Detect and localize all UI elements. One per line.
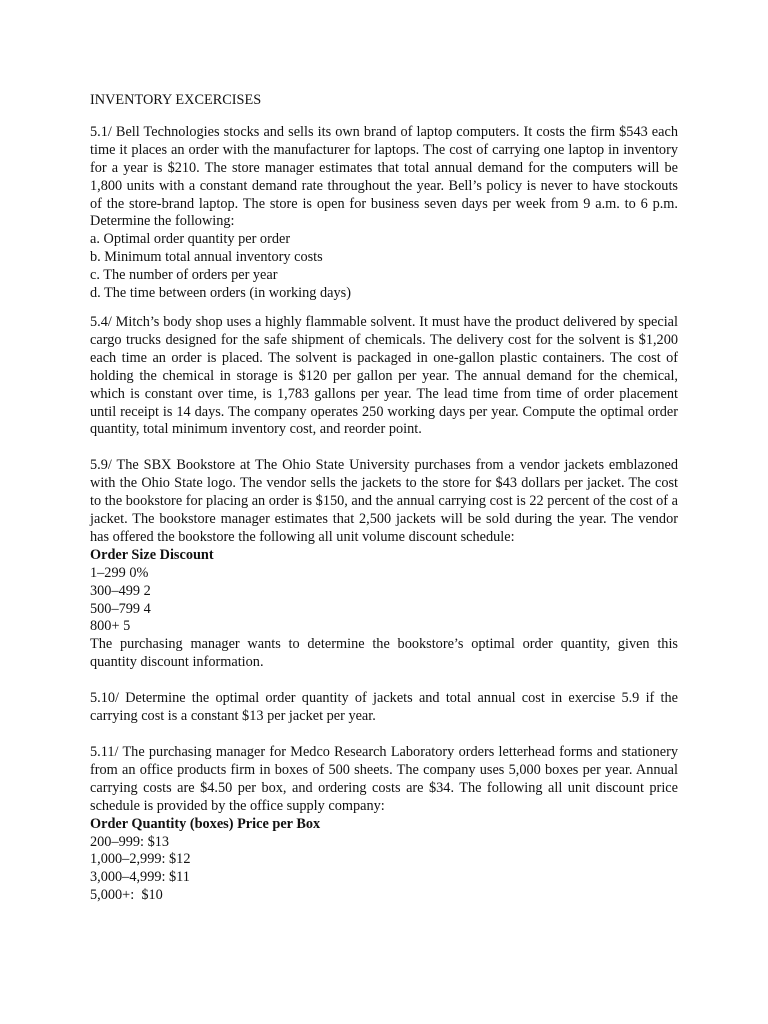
exercise-5-10 xyxy=(90,690,678,726)
list-item: b. Minimum total annual inventory costs xyxy=(90,249,323,266)
table-row: 1,000–2,999: $12 xyxy=(90,851,191,868)
table-header: Order Quantity (boxes) Price per Box xyxy=(90,815,321,832)
exercise-5-4 xyxy=(90,314,678,439)
table-row: 800+ 5 xyxy=(90,618,131,635)
exercise-paragraph: 5.1/ Bell Technologies stocks and sells its own brand of laptop computers. It costs the firm $543 each time it places an order with the manufacturer for laptops. The cost of carrying one laptop in inventory for a year is $210. The store manager estimates that total annual demand for the computers will be 1,800 units with a constant demand rate throughout the year. Bell’s policy is never to have stockouts of the store-brand laptop. The store is open for business seven days per week from 9 a.m. to 6 p.m. Determine the following: xyxy=(90,123,678,230)
exercise-5-9 xyxy=(90,457,678,672)
exercise-paragraph: 5.9/ The SBX Bookstore at The Ohio State University purchases from a vendor jackets emblazoned with the Ohio State logo. The vendor sells the jackets to the store for $43 dollars per jacket. The cost to the bookstore for placing an order is $150, and the annual carrying cost is 22 percent of the cost of a jacket. The bookstore manager estimates that 2,500 jackets will be sold during the year. The vendor has offered the bookstore the following all unit volume discount schedule: xyxy=(90,457,678,545)
table-header: Order Size Discount xyxy=(90,546,214,563)
table-row: 5,000+: $10 xyxy=(90,887,163,904)
exercise-paragraph: 5.11/ The purchasing manager for Medco Research Laboratory orders letterhead forms and stationery from an office products firm in boxes of 500 sheets. The company uses 5,000 boxes per year. Annual carrying costs are $4.50 per box, and ordering costs are $34. The following all unit discount price schedule is provided by the office supply company: xyxy=(90,744,678,814)
exercise-paragraph: 5.10/ Determine the optimal order quantity of jackets and total annual cost in exercise 5.9 if the carrying cost is a constant $13 per jacket per year. xyxy=(90,690,678,725)
table-row: 300–499 2 xyxy=(90,582,151,599)
table-row: 1–299 0% xyxy=(90,564,149,581)
table-row: 3,000–4,999: $11 xyxy=(90,869,190,886)
table-row: 500–799 4 xyxy=(90,600,151,617)
exercise-5-1 xyxy=(90,124,678,303)
document-title: INVENTORY EXCERCISES xyxy=(90,92,262,108)
list-item: c. The number of orders per year xyxy=(90,267,278,284)
document-page xyxy=(90,92,678,905)
exercise-closing: The purchasing manager wants to determine the bookstore’s optimal order quantity, given this quantity discount information. xyxy=(90,636,678,671)
list-item: d. The time between orders (in working days) xyxy=(90,285,351,302)
list-item: a. Optimal order quantity per order xyxy=(90,231,291,248)
exercise-5-11 xyxy=(90,744,678,905)
exercise-paragraph: 5.4/ Mitch’s body shop uses a highly flammable solvent. It must have the product delivered by special cargo trucks designed for the safe shipment of chemicals. The delivery cost for the solvent is $1,200 each time an order is placed. The solvent is packaged in one-gallon plastic containers. The cost of holding the chemical in storage is $120 per gallon per year. The annual demand for the chemical, which is constant over time, is 1,783 gallons per year. The lead time from time of order placement until receipt is 14 days. The company operates 250 working days per year. Compute the optimal order quantity, total minimum inventory cost, and reorder point. xyxy=(90,313,678,438)
table-row: 200–999: $13 xyxy=(90,833,170,850)
